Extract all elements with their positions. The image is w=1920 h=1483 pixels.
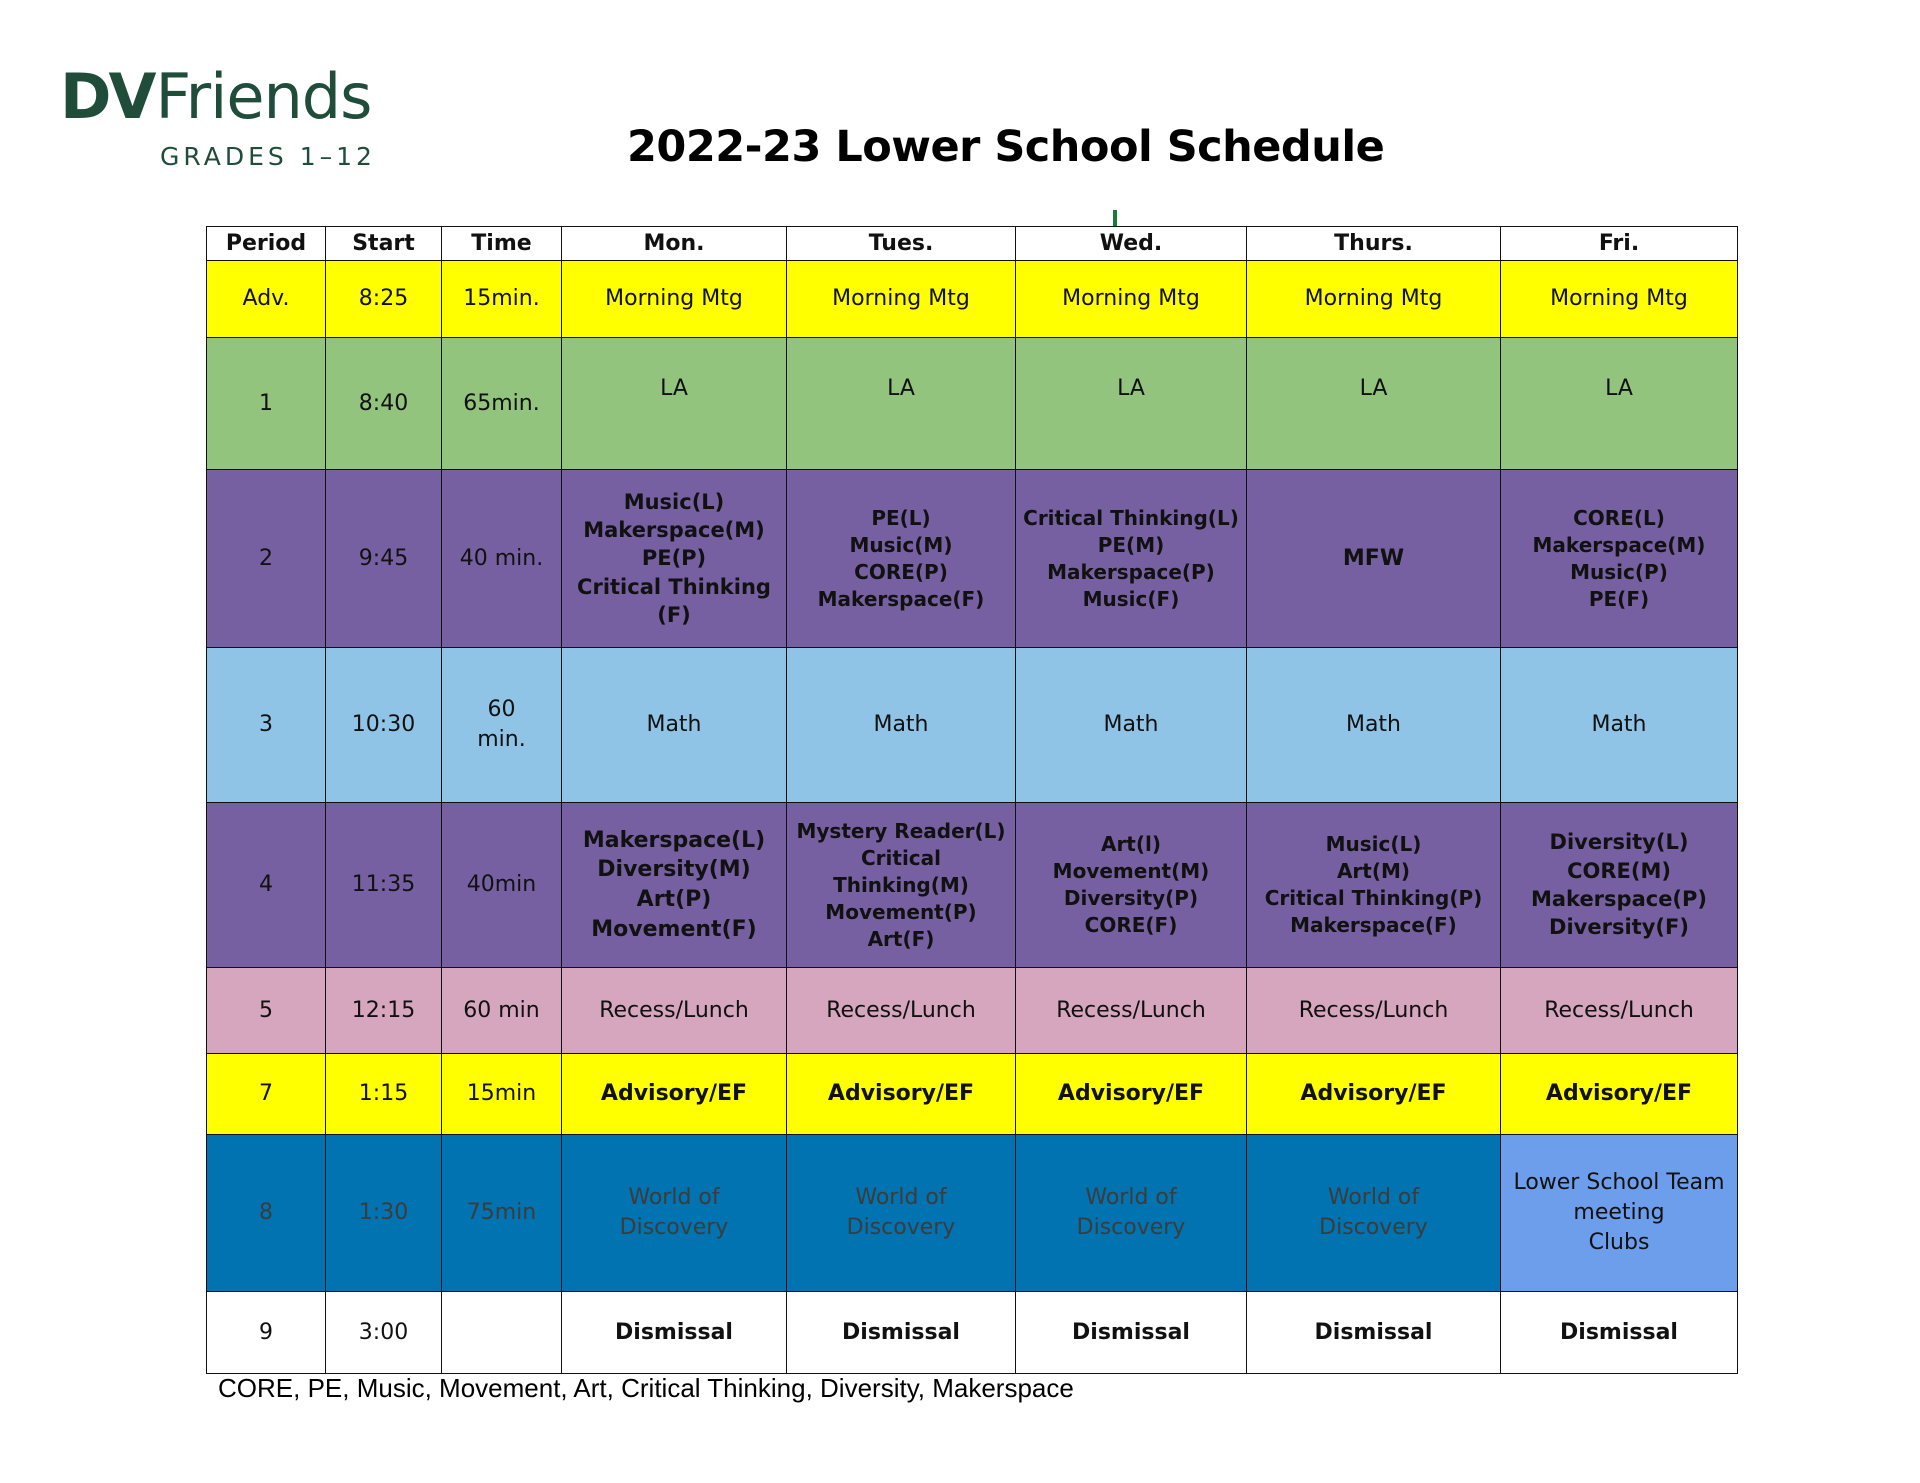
tues-cell: Dismissal bbox=[787, 1292, 1016, 1374]
row-period-9 bbox=[207, 1292, 1738, 1374]
class-line: Music(P) bbox=[1570, 559, 1668, 584]
class-line: World of bbox=[628, 1185, 720, 1211]
fri-cell: Morning Mtg bbox=[1501, 261, 1738, 338]
header-period: Period bbox=[207, 227, 326, 261]
class-line: CORE(P) bbox=[854, 559, 948, 584]
class-line: Makerspace(P) bbox=[1530, 887, 1708, 911]
class-line: CORE(F) bbox=[1084, 913, 1178, 937]
tues-cell bbox=[787, 1135, 1016, 1292]
class-line: Movement(M) bbox=[1052, 859, 1210, 883]
class-line: CORE(L) bbox=[1573, 505, 1665, 530]
class-line: Movement(F) bbox=[591, 916, 757, 942]
row-period-1 bbox=[207, 338, 1738, 470]
row-period-2 bbox=[207, 470, 1738, 648]
class-line: Discovery bbox=[1076, 1215, 1186, 1240]
start-cell: 12:15 bbox=[326, 968, 442, 1054]
time-line: 60 bbox=[487, 697, 516, 723]
time-cell: 60 min bbox=[442, 968, 562, 1054]
logo-grades: GRADES 1–12 bbox=[160, 142, 376, 171]
class-line: PE(L) bbox=[871, 505, 931, 530]
class-line: Makerspace(F) bbox=[817, 586, 985, 611]
class-line: CORE(M) bbox=[1567, 858, 1671, 883]
class-line: Diversity(F) bbox=[1549, 915, 1689, 940]
class-line: Music(M) bbox=[849, 532, 953, 557]
class-line: Mystery Reader(L) bbox=[796, 818, 1006, 843]
class-line: World of bbox=[855, 1185, 947, 1211]
wed-cell: Advisory/EF bbox=[1016, 1054, 1247, 1135]
time-cell bbox=[442, 648, 562, 803]
mon-cell bbox=[562, 803, 787, 968]
class-line: Discovery bbox=[846, 1215, 956, 1240]
start-cell: 1:15 bbox=[326, 1054, 442, 1135]
start-cell: 8:40 bbox=[326, 338, 442, 470]
period-cell: 2 bbox=[207, 470, 326, 648]
tues-cell: Math bbox=[787, 648, 1016, 803]
thurs-cell: LA bbox=[1247, 338, 1501, 470]
tick-mark bbox=[1113, 210, 1117, 226]
class-line: MFW bbox=[1342, 545, 1405, 571]
class-line: meeting bbox=[1573, 1200, 1665, 1226]
class-line: Discovery bbox=[619, 1215, 729, 1240]
period-cell: 5 bbox=[207, 968, 326, 1054]
period-cell: 4 bbox=[207, 803, 326, 968]
wed-cell: Recess/Lunch bbox=[1016, 968, 1247, 1054]
logo-dv: DV bbox=[60, 60, 154, 133]
class-line: Lower School Team bbox=[1513, 1170, 1725, 1196]
school-logo bbox=[60, 60, 376, 171]
tues-cell bbox=[787, 470, 1016, 648]
fri-cell bbox=[1501, 803, 1738, 968]
class-line: Diversity(L) bbox=[1549, 830, 1689, 855]
class-line: Clubs bbox=[1588, 1229, 1650, 1255]
wed-cell bbox=[1016, 1135, 1247, 1292]
period-cell: Adv. bbox=[207, 261, 326, 338]
mon-cell: Advisory/EF bbox=[562, 1054, 787, 1135]
fri-cell: Advisory/EF bbox=[1501, 1054, 1738, 1135]
time-cell: 40min bbox=[442, 803, 562, 968]
mon-cell: Morning Mtg bbox=[562, 261, 787, 338]
class-line: Makerspace(M) bbox=[583, 517, 765, 542]
thurs-cell: Recess/Lunch bbox=[1247, 968, 1501, 1054]
period-cell: 7 bbox=[207, 1054, 326, 1135]
wed-cell: Dismissal bbox=[1016, 1292, 1247, 1374]
tues-cell: Advisory/EF bbox=[787, 1054, 1016, 1135]
mon-cell: Dismissal bbox=[562, 1292, 787, 1374]
class-line: Critical Thinking (F) bbox=[577, 574, 771, 628]
class-line: PE(F) bbox=[1588, 586, 1650, 611]
mon-cell: Math bbox=[562, 648, 787, 803]
time-cell: 65min. bbox=[442, 338, 562, 470]
period-cell: 1 bbox=[207, 338, 326, 470]
mon-cell: Recess/Lunch bbox=[562, 968, 787, 1054]
class-line: Diversity(M) bbox=[597, 857, 751, 883]
class-line: PE(P) bbox=[641, 546, 707, 571]
start-cell: 8:25 bbox=[326, 261, 442, 338]
wed-cell: Math bbox=[1016, 648, 1247, 803]
mon-cell: LA bbox=[562, 338, 787, 470]
class-line: Discovery bbox=[1319, 1215, 1428, 1240]
row-period-8 bbox=[207, 1135, 1738, 1292]
class-line: Makerspace(L) bbox=[582, 827, 766, 853]
class-line: Makerspace(M) bbox=[1532, 532, 1706, 557]
thurs-cell: Dismissal bbox=[1247, 1292, 1501, 1374]
class-line: Critical Thinking(L) bbox=[1023, 505, 1239, 530]
mon-cell bbox=[562, 470, 787, 648]
time-cell: 75min bbox=[442, 1135, 562, 1292]
wed-cell bbox=[1016, 803, 1247, 968]
header-wed: Wed. bbox=[1016, 227, 1247, 261]
class-line: Makerspace(F) bbox=[1290, 913, 1457, 937]
wed-cell bbox=[1016, 470, 1247, 648]
header-time: Time bbox=[442, 227, 562, 261]
class-line: Critical Thinking(P) bbox=[1264, 886, 1483, 910]
start-cell: 1:30 bbox=[326, 1135, 442, 1292]
thurs-cell bbox=[1247, 1135, 1501, 1292]
class-line: World of bbox=[1327, 1185, 1420, 1211]
header-mon: Mon. bbox=[562, 227, 787, 261]
fri-cell bbox=[1501, 1135, 1738, 1292]
thurs-cell: Morning Mtg bbox=[1247, 261, 1501, 338]
class-line: Art(M) bbox=[1336, 859, 1411, 883]
tues-cell bbox=[787, 803, 1016, 968]
header-fri: Fri. bbox=[1501, 227, 1738, 261]
page-title: 2022-23 Lower School Schedule bbox=[627, 122, 1385, 172]
wed-cell: LA bbox=[1016, 338, 1247, 470]
header-start: Start bbox=[326, 227, 442, 261]
start-cell: 9:45 bbox=[326, 470, 442, 648]
mon-cell bbox=[562, 1135, 787, 1292]
header-tues: Tues. bbox=[787, 227, 1016, 261]
row-advisory bbox=[207, 261, 1738, 338]
fri-cell: Dismissal bbox=[1501, 1292, 1738, 1374]
class-line: Art(l) bbox=[1100, 832, 1162, 856]
time-cell: 15min. bbox=[442, 261, 562, 338]
class-line: Diversity(P) bbox=[1063, 886, 1199, 910]
fri-cell: LA bbox=[1501, 338, 1738, 470]
tues-cell: Recess/Lunch bbox=[787, 968, 1016, 1054]
class-line: Music(L) bbox=[1325, 832, 1422, 856]
class-line: Music(F) bbox=[1082, 586, 1180, 611]
fri-cell: Math bbox=[1501, 648, 1738, 803]
period-cell: 3 bbox=[207, 648, 326, 803]
schedule-table bbox=[206, 226, 1738, 1374]
row-period-7 bbox=[207, 1054, 1738, 1135]
header-thurs: Thurs. bbox=[1247, 227, 1501, 261]
class-line: World of bbox=[1085, 1185, 1177, 1211]
logo-wordmark bbox=[60, 60, 376, 133]
time-line: min. bbox=[477, 727, 526, 752]
start-cell: 10:30 bbox=[326, 648, 442, 803]
class-line: Art(P) bbox=[636, 887, 712, 912]
fri-cell bbox=[1501, 470, 1738, 648]
tues-cell: LA bbox=[787, 338, 1016, 470]
tues-cell: Morning Mtg bbox=[787, 261, 1016, 338]
thurs-cell bbox=[1247, 803, 1501, 968]
time-cell: 15min bbox=[442, 1054, 562, 1135]
class-line: Art(F) bbox=[867, 926, 935, 951]
subject-footnote: CORE, PE, Music, Movement, Art, Critical Thinking, Diversity, Makerspace bbox=[218, 1373, 1074, 1403]
time-cell: 40 min. bbox=[442, 470, 562, 648]
time-cell bbox=[442, 1292, 562, 1374]
fri-cell: Recess/Lunch bbox=[1501, 968, 1738, 1054]
wed-cell: Morning Mtg bbox=[1016, 261, 1247, 338]
start-cell: 11:35 bbox=[326, 803, 442, 968]
period-cell: 9 bbox=[207, 1292, 326, 1374]
logo-friends: Friends bbox=[155, 60, 372, 133]
period-cell: 8 bbox=[207, 1135, 326, 1292]
row-period-5 bbox=[207, 968, 1738, 1054]
row-period-3 bbox=[207, 648, 1738, 803]
start-cell: 3:00 bbox=[326, 1292, 442, 1374]
class-line: Movement(P) bbox=[825, 899, 977, 924]
class-line: Critical Thinking(M) bbox=[833, 845, 969, 897]
class-line: PE(M) bbox=[1097, 532, 1165, 557]
thurs-cell: Math bbox=[1247, 648, 1501, 803]
header-row bbox=[207, 227, 1738, 261]
thurs-cell bbox=[1247, 470, 1501, 648]
row-period-4 bbox=[207, 803, 1738, 968]
class-line: Makerspace(P) bbox=[1047, 559, 1215, 584]
class-line: Music(L) bbox=[623, 489, 725, 514]
thurs-cell: Advisory/EF bbox=[1247, 1054, 1501, 1135]
